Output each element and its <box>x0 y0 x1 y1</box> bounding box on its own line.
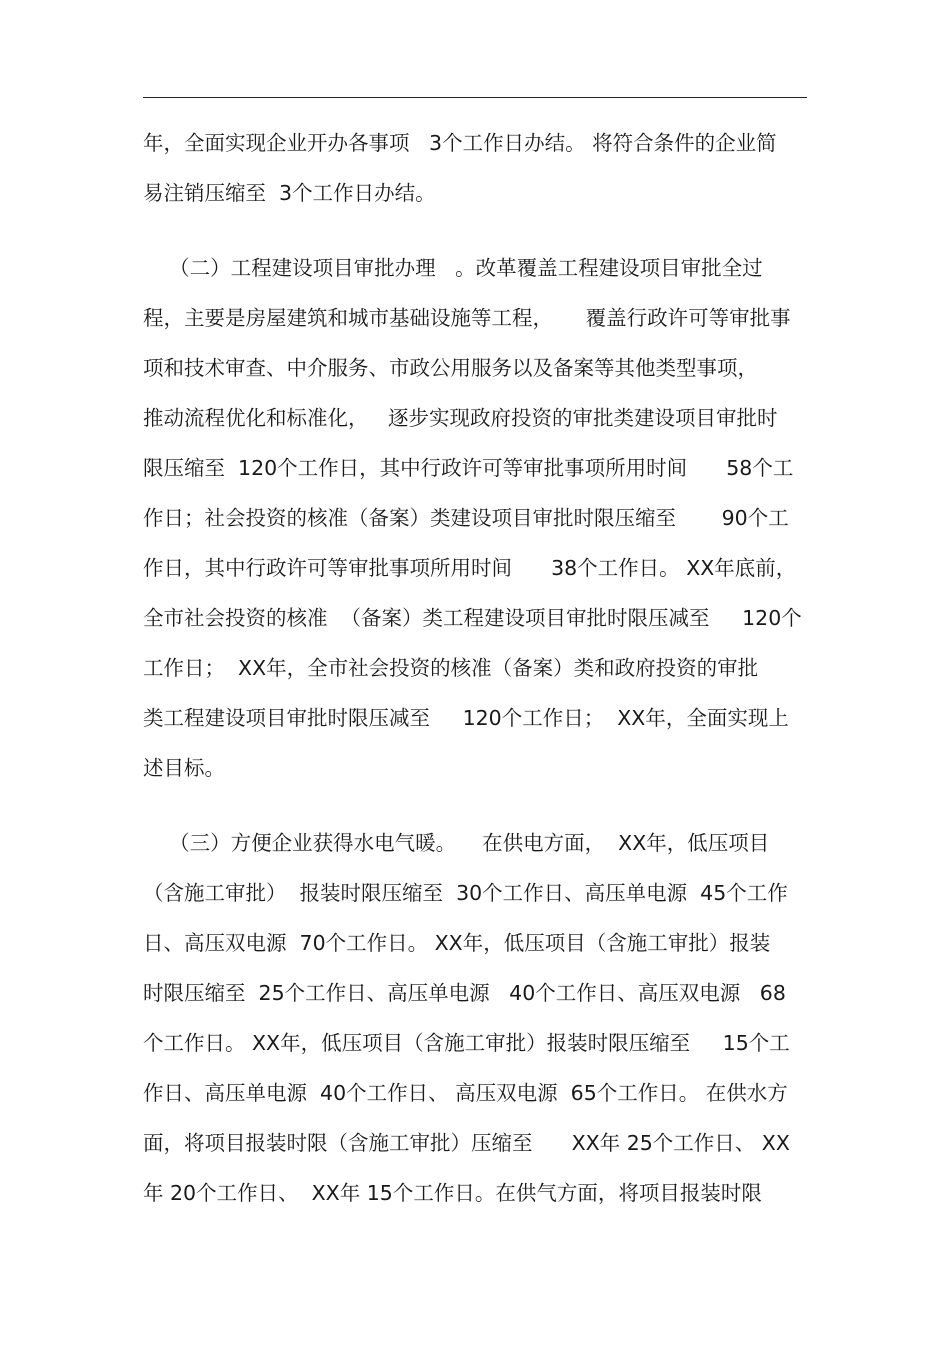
text-line: 项和技术审查、中介服务、市政公用服务以及备案等其他类型事项， <box>143 356 758 380</box>
text-line: 推动流程优化和标准化， 逐步实现政府投资的审批类建设项目审批时 <box>143 406 778 430</box>
text-line: 限压缩至 120个工作日，其中行政许可等审批事项所用时间 58个工 <box>143 456 794 480</box>
header-divider <box>143 97 807 98</box>
text-line: 年，全面实现企业开办各事项 3个工作日办结。 将符合条件的企业简 <box>143 131 777 155</box>
text-line: 面，将项目报装时限（含施工审批）压缩至 XX年 25个工作日、 XX <box>143 1131 790 1155</box>
text-line: 全市社会投资的核准 （备案）类工程建设项目审批时限压减至 120个 <box>143 606 802 630</box>
text-line: 日、高压双电源 70个工作日。 XX年，低压项目（含施工审批）报装 <box>143 931 771 955</box>
section-heading-line: （三）方便企业获得水电气暖。 在供电方面， XX年，低压项目 <box>143 831 770 855</box>
text-line: （含施工审批） 报装时限压缩至 30个工作日、高压单电源 45个工作 <box>143 881 788 905</box>
text-line: 个工作日。 XX年，低压项目（含施工审批）报装时限压缩至 15个工 <box>143 1031 790 1055</box>
text-line: 作日；社会投资的核准（备案）类建设项目审批时限压缩至 90个工 <box>143 506 789 530</box>
text-line: 作日、高压单电源 40个工作日、 高压双电源 65个工作日。 在供水方 <box>143 1081 788 1105</box>
text-line: 述目标。 <box>143 756 225 780</box>
section-heading-line: （二）工程建设项目审批办理 。改革覆盖工程建设项目审批全过 <box>143 256 763 280</box>
text-line: 工作日； XX年，全市社会投资的核准（备案）类和政府投资的审批 <box>143 656 759 680</box>
text-line: 时限压缩至 25个工作日、高压单电源 40个工作日、高压双电源 68 <box>143 981 786 1005</box>
text-line: 程，主要是房屋建筑和城市基础设施等工程， 覆盖行政许可等审批事 <box>143 306 791 330</box>
text-line: 年 20个工作日、 XX年 15个工作日。在供气方面，将项目报装时限 <box>143 1181 762 1205</box>
text-line: 类工程建设项目审批时限压减至 120个工作日； XX年，全面实现上 <box>143 706 789 730</box>
text-line: 易注销压缩至 3个工作日办结。 <box>143 181 436 205</box>
text-line: 作日，其中行政许可等审批事项所用时间 38个工作日。 XX年底前， <box>143 556 797 580</box>
